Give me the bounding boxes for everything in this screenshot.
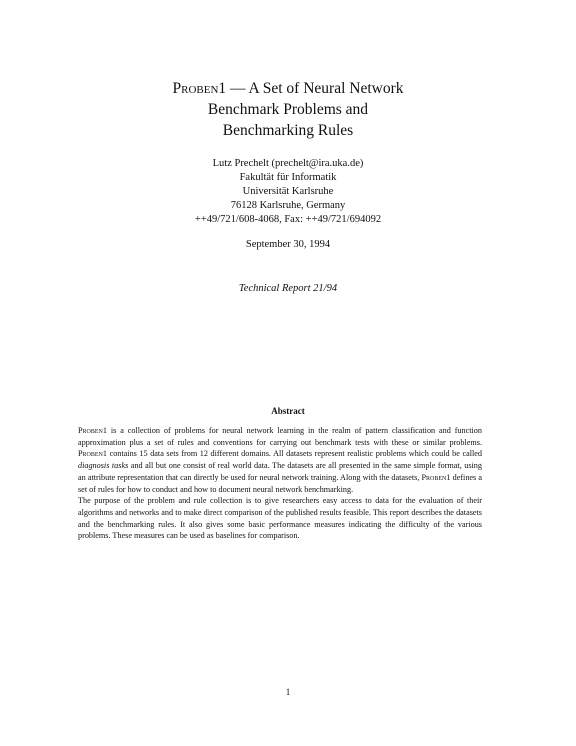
- title-line-1: [0, 78, 576, 99]
- report-number: Technical Report 21/94: [238, 283, 338, 294]
- author-university: Universität Karlsruhe: [242, 186, 334, 197]
- abstract-paragraph-1: [78, 425, 482, 495]
- abstract-heading: Abstract: [271, 406, 305, 416]
- author-name-email: Lutz Prechelt (prechelt@ira.uka.de): [212, 158, 364, 169]
- paper-date: September 30, 1994: [245, 239, 331, 250]
- proben-name: Proben1: [421, 472, 451, 482]
- abstract-body: [78, 425, 482, 542]
- title-line-2: Benchmark Problems and: [207, 101, 369, 118]
- author-block: [0, 157, 576, 227]
- author-city: 76128 Karlsruhe, Germany: [230, 200, 346, 211]
- abstract-text: and all but one consist of real world data. The datasets are all presented in the same simple format, using an attribute representation that can directly be used for neural network training. Along with the datasets,: [78, 461, 482, 482]
- page-number: 1: [285, 687, 291, 697]
- title-proben-name: Proben1: [172, 80, 227, 97]
- author-department: Fakultät für Informatik: [239, 172, 337, 183]
- proben-name: Proben1: [78, 449, 107, 459]
- title-line-1-rest: — A Set of Neural Network: [226, 80, 404, 97]
- paper-title: [0, 78, 576, 141]
- title-line-3: Benchmarking Rules: [222, 122, 354, 139]
- author-phone-fax: ++49/721/608-4068, Fax: ++49/721/694092: [194, 214, 382, 225]
- abstract-text: defines a set of rules for how to conduct and how to document neural network benchmarking.: [78, 472, 482, 494]
- abstract-emphasis: diagnosis tasks: [78, 461, 129, 471]
- abstract-text: contains 15 data sets from 12 different domains. All datasets represent realistic problems which could be called: [106, 449, 482, 459]
- abstract-text: is a collection of problems for neural network learning in the realm of pattern classification and function approximation plus a set of rules and conventions for carrying out benchmark tests with these or similar problems.: [78, 426, 482, 447]
- abstract-paragraph-2: The purpose of the problem and rule collection is to give researchers easy access to data for the evaluation of their algorithms and networks and to make direct comparison of the published results feasible. This report describes the datasets and the benchmarking rules. It also gives some basic performance measures indicating the difficulty of the various problems. These measures can be used as baselines for comparison.: [78, 496, 482, 541]
- proben-name: Proben1: [78, 426, 107, 435]
